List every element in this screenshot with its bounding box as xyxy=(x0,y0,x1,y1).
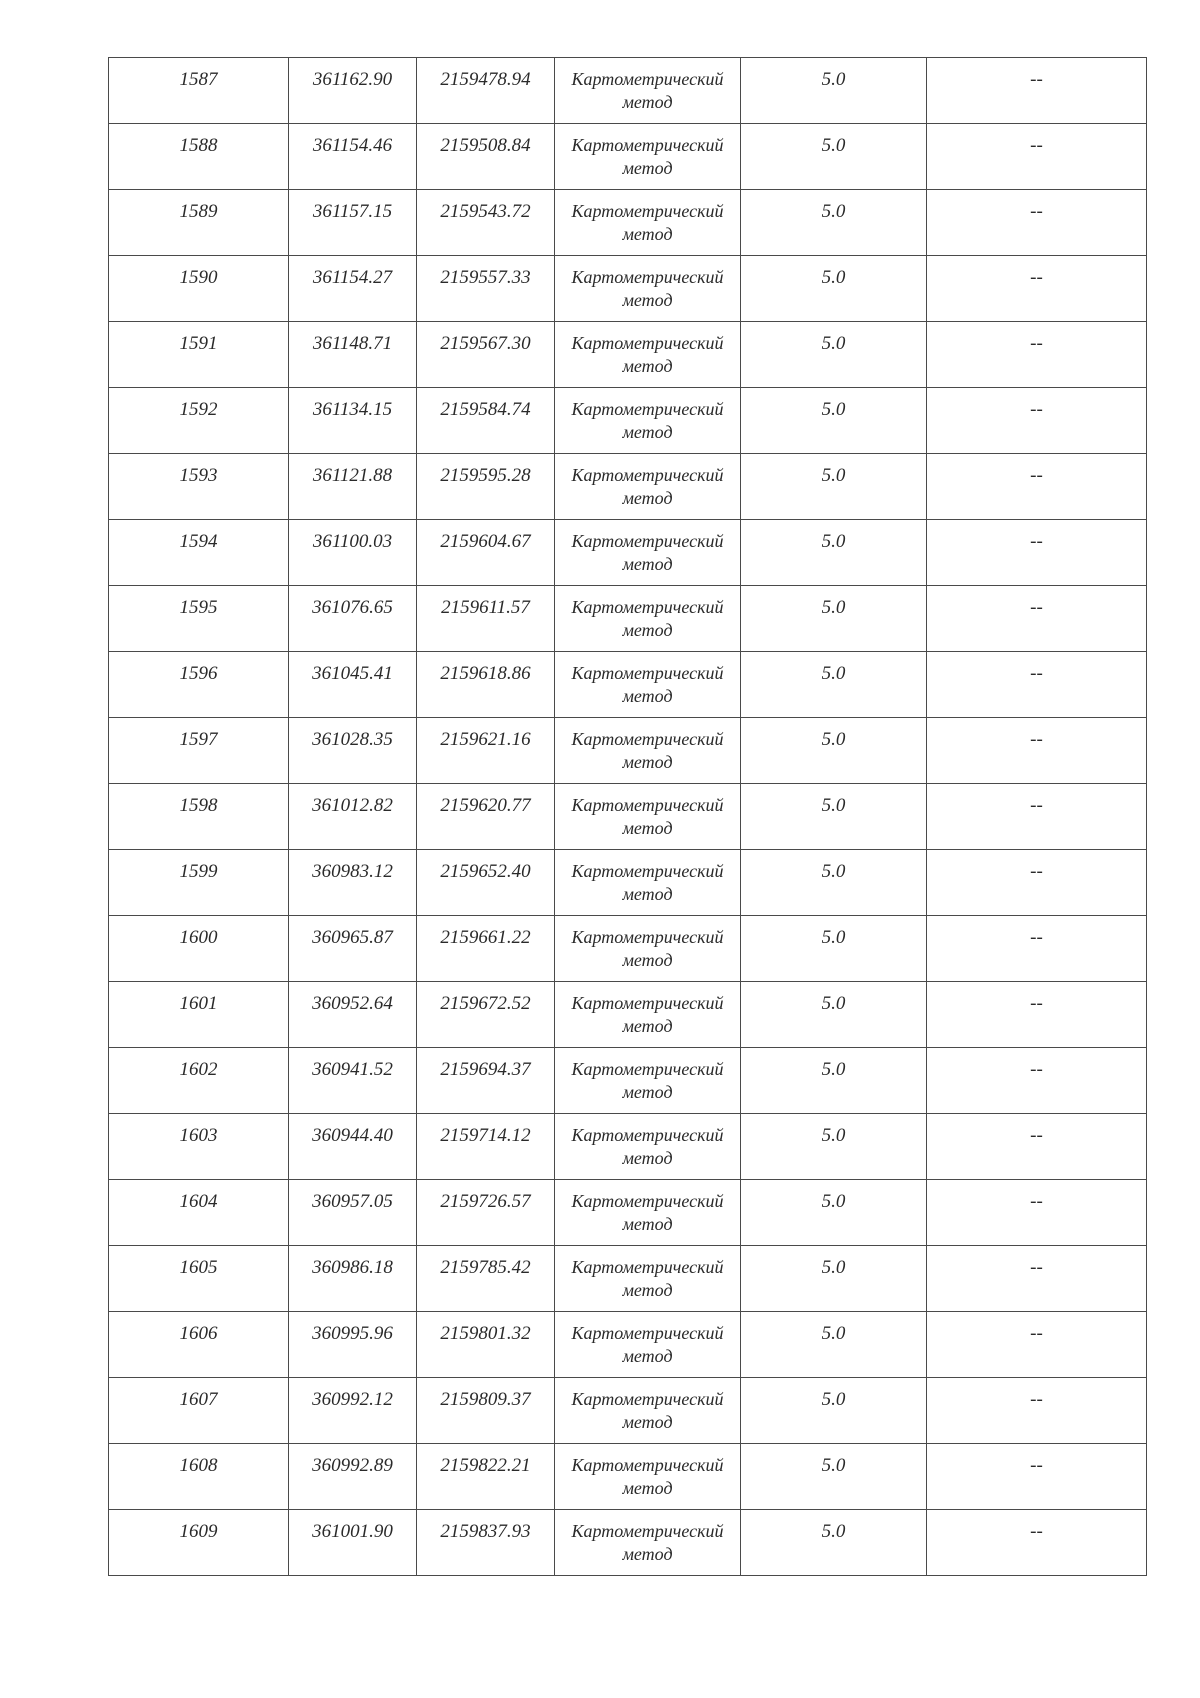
method-cell xyxy=(555,784,741,850)
note-cell: -- xyxy=(927,1180,1147,1246)
note-cell: -- xyxy=(927,1444,1147,1510)
method-line-2: метод xyxy=(622,1082,673,1102)
x-coordinate-cell: 361148.71 xyxy=(289,322,417,388)
method-line-2: метод xyxy=(622,752,673,772)
accuracy-cell: 5.0 xyxy=(741,190,927,256)
x-coordinate-cell: 361045.41 xyxy=(289,652,417,718)
method-line-1: Картометрический xyxy=(571,1059,724,1079)
note-cell: -- xyxy=(927,718,1147,784)
coordinates-table-body xyxy=(109,58,1147,1576)
note-cell: -- xyxy=(927,1510,1147,1576)
method-line-1: Картометрический xyxy=(571,201,724,221)
y-coordinate-cell: 2159611.57 xyxy=(417,586,555,652)
method-line-2: метод xyxy=(622,1478,673,1498)
accuracy-cell: 5.0 xyxy=(741,850,927,916)
table-row xyxy=(109,916,1147,982)
note-cell: -- xyxy=(927,850,1147,916)
method-line-1: Картометрический xyxy=(571,267,724,287)
table-row xyxy=(109,850,1147,916)
y-coordinate-cell: 2159595.28 xyxy=(417,454,555,520)
y-coordinate-cell: 2159652.40 xyxy=(417,850,555,916)
method-line-1: Картометрический xyxy=(571,597,724,617)
method-cell xyxy=(555,1246,741,1312)
method-line-2: метод xyxy=(622,224,673,244)
accuracy-cell: 5.0 xyxy=(741,454,927,520)
note-cell: -- xyxy=(927,1114,1147,1180)
method-cell xyxy=(555,454,741,520)
accuracy-cell: 5.0 xyxy=(741,388,927,454)
accuracy-cell: 5.0 xyxy=(741,982,927,1048)
method-line-1: Картометрический xyxy=(571,1521,724,1541)
accuracy-cell: 5.0 xyxy=(741,520,927,586)
table-row xyxy=(109,652,1147,718)
method-line-1: Картометрический xyxy=(571,861,724,881)
method-line-1: Картометрический xyxy=(571,1257,724,1277)
y-coordinate-cell: 2159714.12 xyxy=(417,1114,555,1180)
point-number-cell: 1597 xyxy=(109,718,289,784)
method-cell xyxy=(555,1444,741,1510)
y-coordinate-cell: 2159478.94 xyxy=(417,58,555,124)
accuracy-cell: 5.0 xyxy=(741,1180,927,1246)
method-line-2: метод xyxy=(622,818,673,838)
accuracy-cell: 5.0 xyxy=(741,58,927,124)
method-cell xyxy=(555,586,741,652)
table-row xyxy=(109,322,1147,388)
method-line-2: метод xyxy=(622,1280,673,1300)
method-cell xyxy=(555,718,741,784)
method-line-2: метод xyxy=(622,884,673,904)
y-coordinate-cell: 2159618.86 xyxy=(417,652,555,718)
method-line-2: метод xyxy=(622,1346,673,1366)
point-number-cell: 1602 xyxy=(109,1048,289,1114)
accuracy-cell: 5.0 xyxy=(741,124,927,190)
x-coordinate-cell: 361154.27 xyxy=(289,256,417,322)
table-row xyxy=(109,586,1147,652)
point-number-cell: 1592 xyxy=(109,388,289,454)
x-coordinate-cell: 360965.87 xyxy=(289,916,417,982)
accuracy-cell: 5.0 xyxy=(741,586,927,652)
point-number-cell: 1609 xyxy=(109,1510,289,1576)
table-row xyxy=(109,1510,1147,1576)
point-number-cell: 1595 xyxy=(109,586,289,652)
x-coordinate-cell: 361028.35 xyxy=(289,718,417,784)
table-row xyxy=(109,388,1147,454)
method-line-1: Картометрический xyxy=(571,1191,724,1211)
table-row xyxy=(109,1378,1147,1444)
method-cell xyxy=(555,520,741,586)
point-number-cell: 1590 xyxy=(109,256,289,322)
point-number-cell: 1599 xyxy=(109,850,289,916)
point-number-cell: 1598 xyxy=(109,784,289,850)
x-coordinate-cell: 360941.52 xyxy=(289,1048,417,1114)
method-line-1: Картометрический xyxy=(571,993,724,1013)
x-coordinate-cell: 360986.18 xyxy=(289,1246,417,1312)
method-cell xyxy=(555,652,741,718)
method-line-2: метод xyxy=(622,92,673,112)
x-coordinate-cell: 360992.89 xyxy=(289,1444,417,1510)
method-line-2: метод xyxy=(622,950,673,970)
note-cell: -- xyxy=(927,1048,1147,1114)
note-cell: -- xyxy=(927,1378,1147,1444)
note-cell: -- xyxy=(927,916,1147,982)
table-row xyxy=(109,124,1147,190)
y-coordinate-cell: 2159621.16 xyxy=(417,718,555,784)
point-number-cell: 1587 xyxy=(109,58,289,124)
table-row xyxy=(109,520,1147,586)
point-number-cell: 1606 xyxy=(109,1312,289,1378)
x-coordinate-cell: 361001.90 xyxy=(289,1510,417,1576)
table-row xyxy=(109,1246,1147,1312)
method-line-1: Картометрический xyxy=(571,531,724,551)
method-line-1: Картометрический xyxy=(571,1323,724,1343)
point-number-cell: 1596 xyxy=(109,652,289,718)
method-line-1: Картометрический xyxy=(571,1455,724,1475)
accuracy-cell: 5.0 xyxy=(741,1312,927,1378)
point-number-cell: 1593 xyxy=(109,454,289,520)
method-cell xyxy=(555,1114,741,1180)
table-row xyxy=(109,784,1147,850)
point-number-cell: 1589 xyxy=(109,190,289,256)
x-coordinate-cell: 361157.15 xyxy=(289,190,417,256)
accuracy-cell: 5.0 xyxy=(741,1510,927,1576)
x-coordinate-cell: 360957.05 xyxy=(289,1180,417,1246)
y-coordinate-cell: 2159508.84 xyxy=(417,124,555,190)
note-cell: -- xyxy=(927,256,1147,322)
point-number-cell: 1608 xyxy=(109,1444,289,1510)
note-cell: -- xyxy=(927,652,1147,718)
method-line-2: метод xyxy=(622,1148,673,1168)
method-cell xyxy=(555,58,741,124)
table-row xyxy=(109,454,1147,520)
method-cell xyxy=(555,124,741,190)
x-coordinate-cell: 360992.12 xyxy=(289,1378,417,1444)
point-number-cell: 1601 xyxy=(109,982,289,1048)
point-number-cell: 1588 xyxy=(109,124,289,190)
note-cell: -- xyxy=(927,190,1147,256)
method-line-2: метод xyxy=(622,290,673,310)
point-number-cell: 1607 xyxy=(109,1378,289,1444)
method-cell xyxy=(555,388,741,454)
note-cell: -- xyxy=(927,1246,1147,1312)
method-line-2: метод xyxy=(622,422,673,442)
table-row xyxy=(109,1312,1147,1378)
note-cell: -- xyxy=(927,124,1147,190)
accuracy-cell: 5.0 xyxy=(741,784,927,850)
method-line-1: Картометрический xyxy=(571,465,724,485)
method-line-2: метод xyxy=(622,1412,673,1432)
note-cell: -- xyxy=(927,784,1147,850)
table-row xyxy=(109,1444,1147,1510)
note-cell: -- xyxy=(927,586,1147,652)
x-coordinate-cell: 361162.90 xyxy=(289,58,417,124)
accuracy-cell: 5.0 xyxy=(741,916,927,982)
y-coordinate-cell: 2159543.72 xyxy=(417,190,555,256)
x-coordinate-cell: 361012.82 xyxy=(289,784,417,850)
note-cell: -- xyxy=(927,322,1147,388)
method-cell xyxy=(555,916,741,982)
method-line-1: Картометрический xyxy=(571,927,724,947)
x-coordinate-cell: 360983.12 xyxy=(289,850,417,916)
x-coordinate-cell: 361134.15 xyxy=(289,388,417,454)
accuracy-cell: 5.0 xyxy=(741,1444,927,1510)
method-line-1: Картометрический xyxy=(571,795,724,815)
method-line-2: метод xyxy=(622,158,673,178)
accuracy-cell: 5.0 xyxy=(741,1048,927,1114)
method-line-1: Картометрический xyxy=(571,663,724,683)
y-coordinate-cell: 2159557.33 xyxy=(417,256,555,322)
note-cell: -- xyxy=(927,1312,1147,1378)
accuracy-cell: 5.0 xyxy=(741,1246,927,1312)
method-line-1: Картометрический xyxy=(571,729,724,749)
method-cell xyxy=(555,982,741,1048)
table-row xyxy=(109,256,1147,322)
method-line-1: Картометрический xyxy=(571,399,724,419)
note-cell: -- xyxy=(927,454,1147,520)
method-line-2: метод xyxy=(622,1214,673,1234)
accuracy-cell: 5.0 xyxy=(741,652,927,718)
method-line-1: Картометрический xyxy=(571,1125,724,1145)
method-line-2: метод xyxy=(622,554,673,574)
x-coordinate-cell: 361121.88 xyxy=(289,454,417,520)
accuracy-cell: 5.0 xyxy=(741,718,927,784)
y-coordinate-cell: 2159726.57 xyxy=(417,1180,555,1246)
x-coordinate-cell: 361154.46 xyxy=(289,124,417,190)
table-row xyxy=(109,982,1147,1048)
accuracy-cell: 5.0 xyxy=(741,322,927,388)
table-row xyxy=(109,718,1147,784)
coordinates-table xyxy=(108,57,1147,1576)
method-cell xyxy=(555,1378,741,1444)
method-cell xyxy=(555,1510,741,1576)
method-cell xyxy=(555,256,741,322)
method-line-1: Картометрический xyxy=(571,1389,724,1409)
y-coordinate-cell: 2159822.21 xyxy=(417,1444,555,1510)
method-line-2: метод xyxy=(622,1016,673,1036)
y-coordinate-cell: 2159801.32 xyxy=(417,1312,555,1378)
y-coordinate-cell: 2159837.93 xyxy=(417,1510,555,1576)
method-cell xyxy=(555,190,741,256)
point-number-cell: 1605 xyxy=(109,1246,289,1312)
method-line-1: Картометрический xyxy=(571,135,724,155)
method-line-2: метод xyxy=(622,1544,673,1564)
method-cell xyxy=(555,850,741,916)
y-coordinate-cell: 2159567.30 xyxy=(417,322,555,388)
method-line-1: Картометрический xyxy=(571,333,724,353)
point-number-cell: 1603 xyxy=(109,1114,289,1180)
accuracy-cell: 5.0 xyxy=(741,1378,927,1444)
point-number-cell: 1591 xyxy=(109,322,289,388)
x-coordinate-cell: 361076.65 xyxy=(289,586,417,652)
note-cell: -- xyxy=(927,388,1147,454)
method-cell xyxy=(555,1180,741,1246)
note-cell: -- xyxy=(927,58,1147,124)
x-coordinate-cell: 360944.40 xyxy=(289,1114,417,1180)
accuracy-cell: 5.0 xyxy=(741,256,927,322)
point-number-cell: 1600 xyxy=(109,916,289,982)
accuracy-cell: 5.0 xyxy=(741,1114,927,1180)
y-coordinate-cell: 2159661.22 xyxy=(417,916,555,982)
y-coordinate-cell: 2159809.37 xyxy=(417,1378,555,1444)
table-row xyxy=(109,1048,1147,1114)
method-line-2: метод xyxy=(622,488,673,508)
y-coordinate-cell: 2159672.52 xyxy=(417,982,555,1048)
note-cell: -- xyxy=(927,982,1147,1048)
point-number-cell: 1604 xyxy=(109,1180,289,1246)
method-line-2: метод xyxy=(622,686,673,706)
method-cell xyxy=(555,1312,741,1378)
method-line-1: Картометрический xyxy=(571,69,724,89)
table-row xyxy=(109,190,1147,256)
point-number-cell: 1594 xyxy=(109,520,289,586)
method-cell xyxy=(555,322,741,388)
x-coordinate-cell: 360952.64 xyxy=(289,982,417,1048)
x-coordinate-cell: 360995.96 xyxy=(289,1312,417,1378)
y-coordinate-cell: 2159604.67 xyxy=(417,520,555,586)
table-row xyxy=(109,58,1147,124)
note-cell: -- xyxy=(927,520,1147,586)
x-coordinate-cell: 361100.03 xyxy=(289,520,417,586)
table-row xyxy=(109,1180,1147,1246)
method-line-2: метод xyxy=(622,620,673,640)
y-coordinate-cell: 2159584.74 xyxy=(417,388,555,454)
y-coordinate-cell: 2159785.42 xyxy=(417,1246,555,1312)
method-cell xyxy=(555,1048,741,1114)
y-coordinate-cell: 2159694.37 xyxy=(417,1048,555,1114)
table-row xyxy=(109,1114,1147,1180)
y-coordinate-cell: 2159620.77 xyxy=(417,784,555,850)
method-line-2: метод xyxy=(622,356,673,376)
